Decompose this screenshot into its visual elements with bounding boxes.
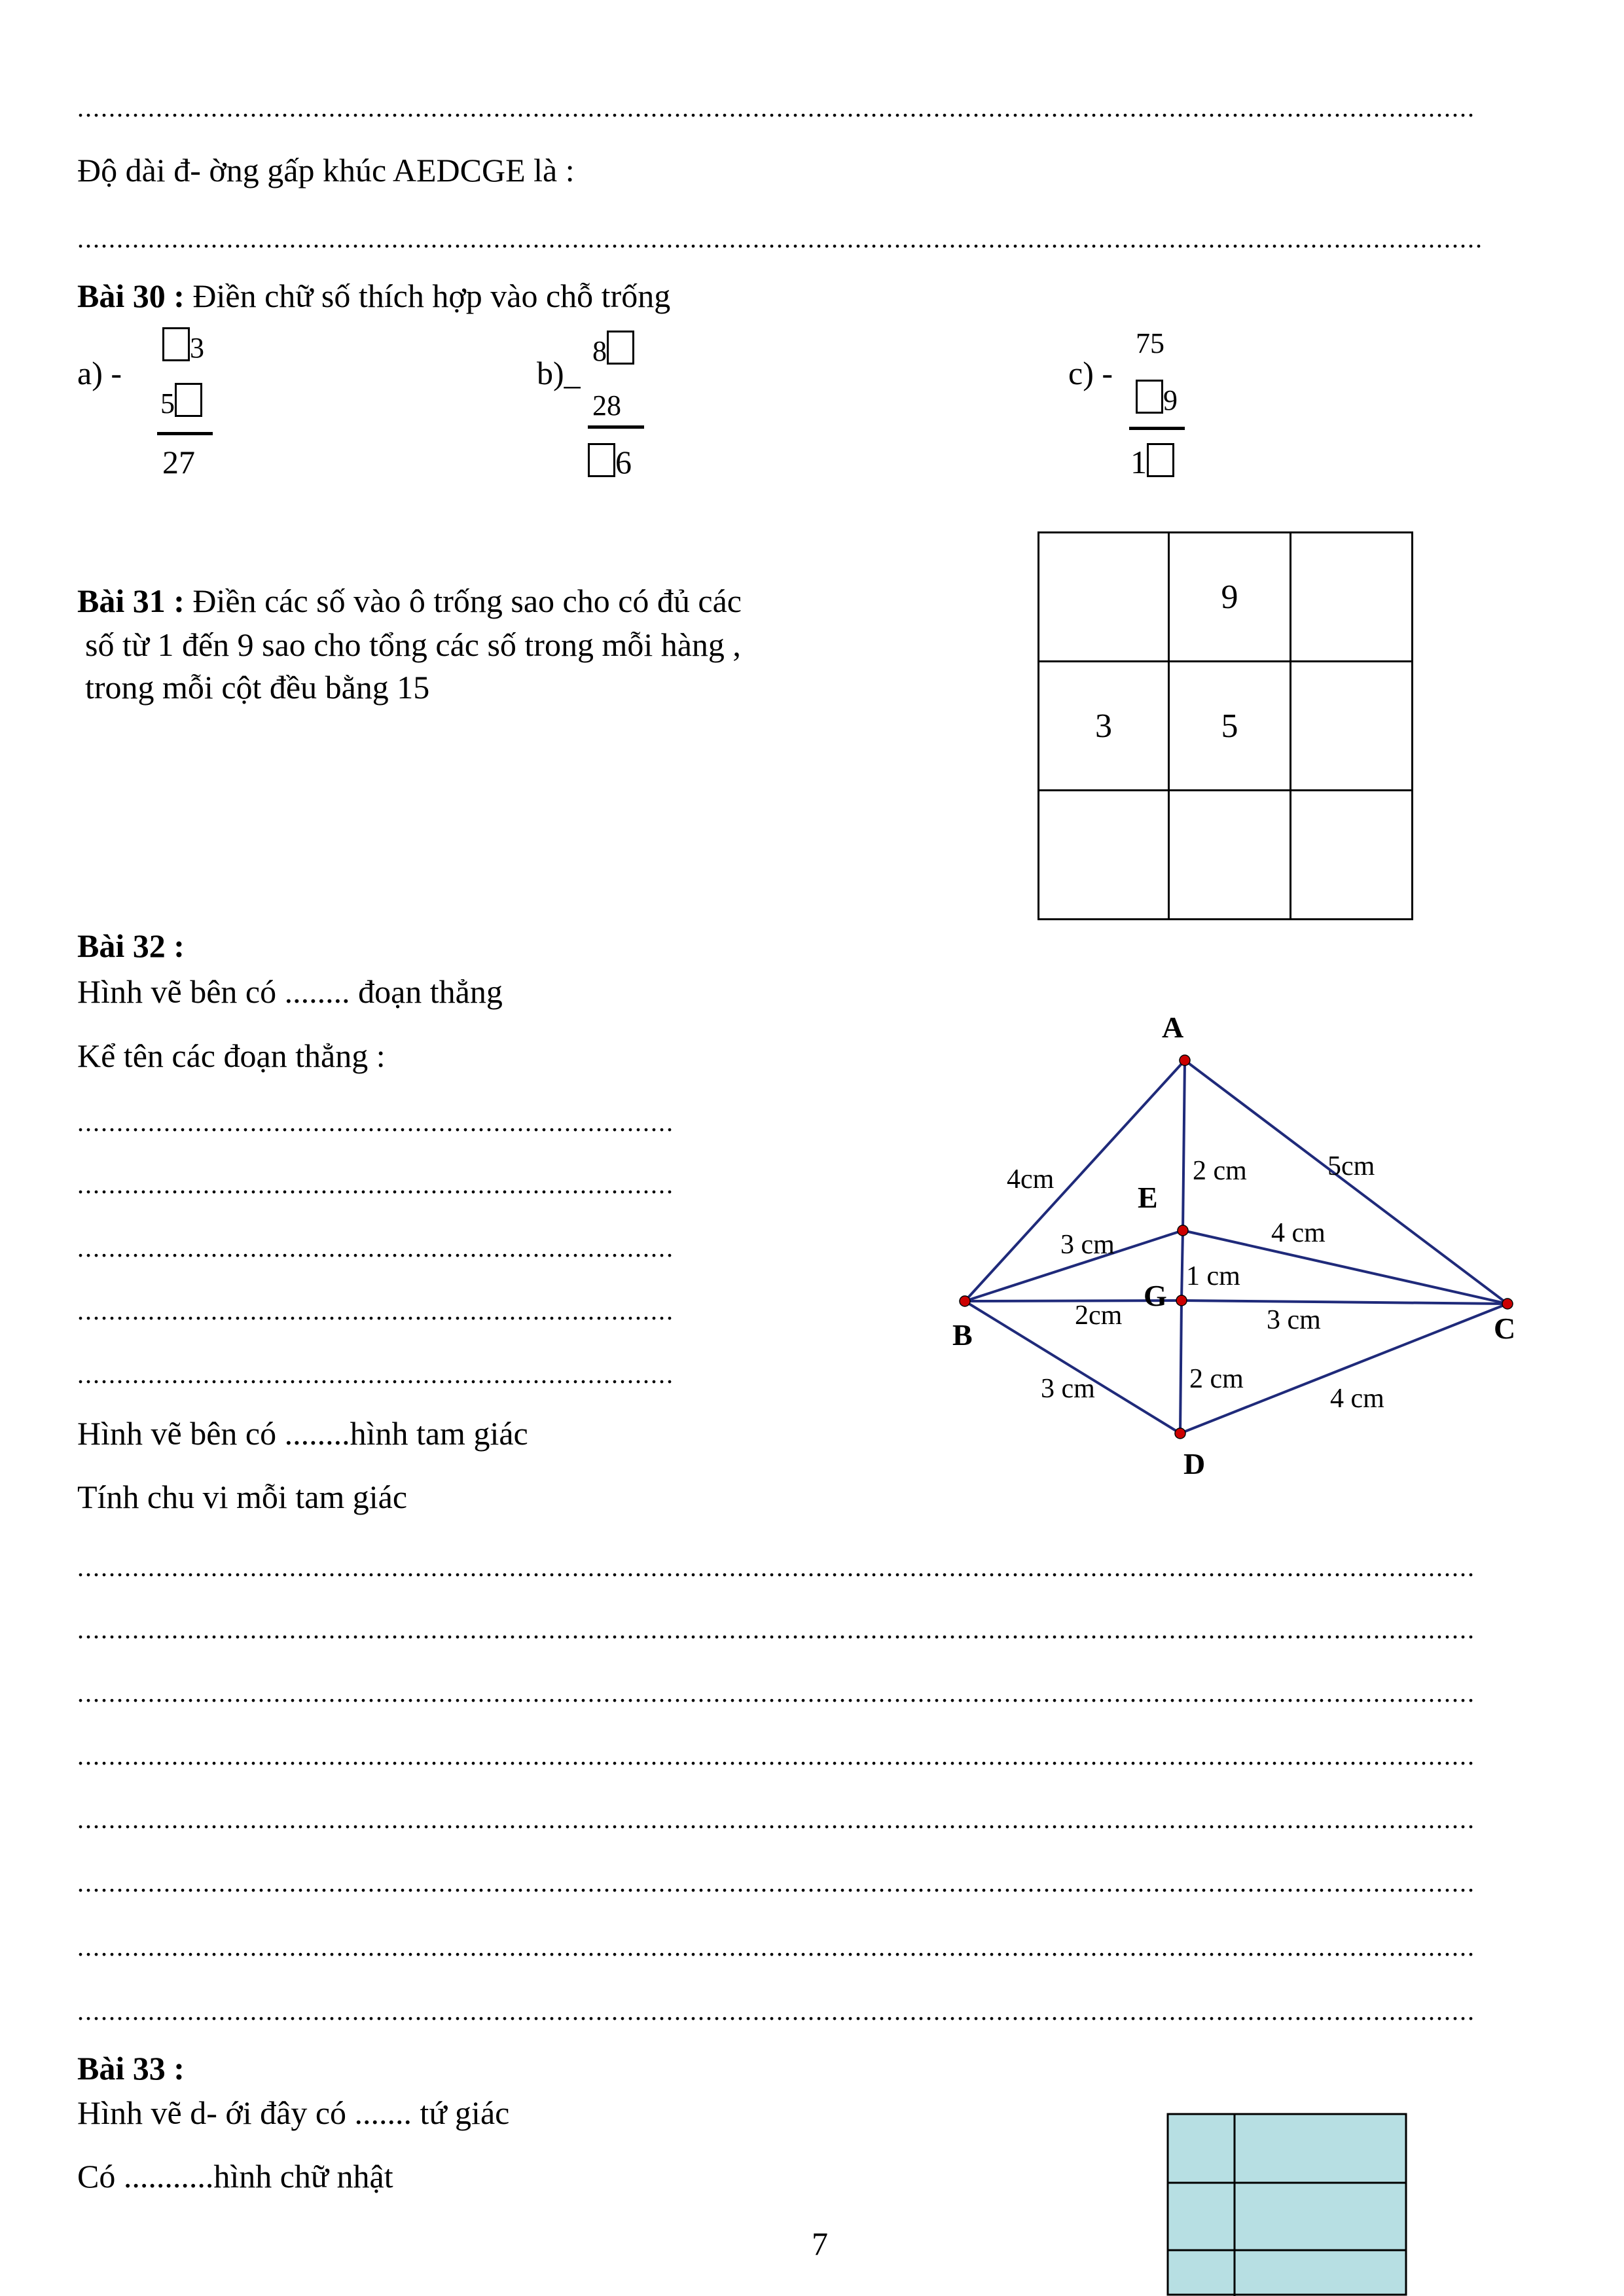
point-b [960,1296,970,1306]
digit: 5 [160,387,175,420]
digit: 6 [615,444,632,480]
bai30-a-result: 27 [162,444,195,480]
bai30-a-minuend [162,327,204,368]
bai30-title: Bài 30 : [77,278,185,314]
bai32-triangles-count: Hình vẽ bên có ........hình tam giác [77,1415,528,1452]
grid-cell[interactable] [1039,791,1169,920]
length-label-dc: 4 cm [1330,1384,1384,1414]
answer-dots-line: .................................................................................................................................................................................. [77,1932,1475,1962]
length-label-ab: 4cm [1007,1164,1055,1194]
segment-bd [965,1301,1180,1433]
bai30-c-result [1130,442,1174,482]
polyline-length-question: Độ dài đ- ờng gấp khúc AEDCGE là : [77,152,575,188]
point-c [1502,1299,1513,1309]
point-label-d: D [1183,1447,1206,1480]
point-d [1175,1428,1185,1439]
point-g [1176,1295,1187,1306]
grid-cell[interactable] [1291,533,1413,662]
page-number: 7 [812,2225,828,2262]
bai30-c-label: c) - [1068,355,1113,391]
grid-row [1039,533,1413,662]
bai30-c-minuend: 75 [1136,327,1164,359]
grid-cell[interactable] [1039,533,1169,662]
answer-dots-line: .................................................................................................................................................................................. [77,1804,1475,1834]
bai30-a-subtrahend [160,383,202,423]
bai31-title: Bài 31 : [77,583,185,619]
subtraction-bar [157,432,213,435]
blank-box[interactable] [162,327,190,361]
answer-dots-line: .................................................................................................................................................................................. [77,1996,1475,2026]
bai33-quads-question: Hình vẽ d- ới đây có ....... tứ giác [77,2094,510,2131]
bai30-b-result [588,442,632,482]
answer-dots-line: .................................................................................................................................................................................. [77,1678,1475,1708]
bai32-segments-count: Hình vẽ bên có ........ đoạn thẳng [77,973,503,1010]
length-label-gd: 2 cm [1189,1364,1244,1394]
subtraction-bar [1129,427,1185,430]
grid-cell[interactable] [1291,791,1413,920]
grid-cell[interactable]: 9 [1169,533,1291,662]
bai33-title: Bài 33 : [77,2050,185,2087]
digit: 3 [190,332,204,364]
bai32-perimeter-question: Tính chu vi mỗi tam giác [77,1479,408,1515]
blank-box[interactable] [175,383,202,417]
answer-dots-line: .................................................................................................................................................................................. [77,93,1475,122]
length-label-ec: 4 cm [1271,1218,1326,1248]
bai31-line2: số từ 1 đến 9 sao cho tổng các số trong mỗi hàng , [85,626,741,663]
point-label-a: A [1162,1011,1184,1044]
bai30-heading [77,276,670,315]
answer-dots-line: ............................................................................ [77,1170,674,1199]
grid-row [1039,662,1413,791]
subtraction-bar [588,425,644,429]
blank-box[interactable] [1136,380,1163,414]
blank-box[interactable] [1147,443,1174,477]
quadrilateral-figure [1166,2113,1409,2296]
grid-cell[interactable]: 5 [1169,662,1291,791]
answer-dots-line: ................................................................................................................................................................................... [77,224,1483,253]
answer-dots-line: ............................................................................ [77,1296,674,1325]
segment-ae [1183,1060,1185,1230]
bai32-list-segments: Kể tên các đoạn thẳng : [77,1037,386,1074]
digit: 9 [1163,384,1178,416]
length-label-be: 3 cm [1060,1230,1115,1260]
length-label-bd: 3 cm [1041,1374,1095,1404]
bai30-instruction: Điền chữ số thích hợp vào chỗ trống [192,278,671,314]
segment-eg [1182,1230,1183,1300]
bai30-b-label: b)_ [537,355,581,391]
magic-square-grid [1038,531,1413,920]
bai33-rects-question: Có ...........hình chữ nhật [77,2158,393,2195]
point-label-g: G [1144,1279,1167,1312]
bai30-c-subtrahend [1136,380,1178,420]
grid-row [1039,791,1413,920]
bai32-title: Bài 32 : [77,927,185,964]
grid-cell[interactable] [1169,791,1291,920]
length-label-ae: 2 cm [1193,1156,1247,1186]
point-e [1178,1225,1188,1236]
digit: 8 [592,335,607,367]
answer-dots-line: .................................................................................................................................................................................. [77,1552,1475,1582]
answer-dots-line: .................................................................................................................................................................................. [77,1868,1475,1897]
bai30-b-subtrahend: 28 [592,389,621,422]
point-label-c: C [1494,1312,1516,1345]
bai30-a-label: a) - [77,355,122,391]
answer-dots-line: ............................................................................ [77,1359,674,1389]
answer-dots-line: .................................................................................................................................................................................. [77,1615,1475,1644]
blank-box[interactable] [607,331,634,365]
length-label-gc: 3 cm [1267,1305,1321,1335]
segment-gd [1180,1300,1182,1433]
length-label-bg: 2cm [1075,1300,1123,1331]
bai31-line1 [77,581,742,620]
segment-gc [1182,1300,1507,1304]
bai31-line3: trong mỗi cột đều bằng 15 [85,669,430,706]
rectangle-outline [1168,2114,1406,2295]
digit: 1 [1130,444,1147,480]
answer-dots-line: ............................................................................ [77,1233,674,1263]
grid-cell[interactable] [1291,662,1413,791]
answer-dots-line: .................................................................................................................................................................................. [77,1741,1475,1770]
point-label-b: B [952,1318,973,1352]
point-a [1180,1055,1190,1066]
grid-cell[interactable]: 3 [1039,662,1169,791]
bai31-instruction-1: Điền các số vào ô trống sao cho có đủ các [192,583,742,619]
geometry-figure [929,1008,1558,1492]
length-label-ac: 5cm [1327,1151,1375,1181]
blank-box[interactable] [588,443,615,477]
point-label-e: E [1138,1181,1158,1214]
bai30-b-minuend [592,331,634,371]
answer-dots-line: ............................................................................ [77,1107,674,1137]
length-label-eg: 1 cm [1186,1261,1240,1291]
